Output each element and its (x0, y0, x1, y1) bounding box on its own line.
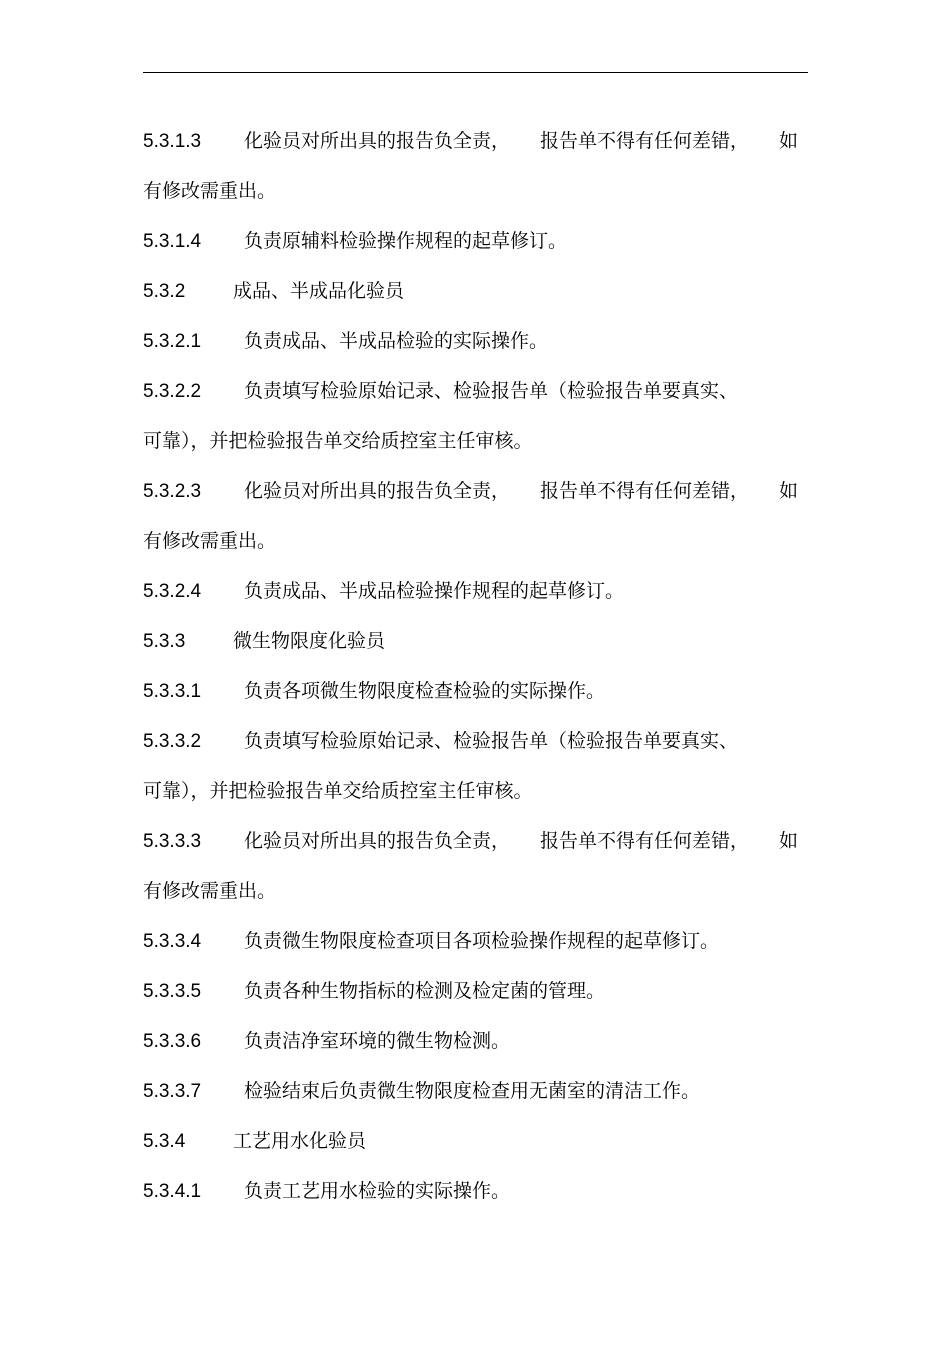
clause-5-3-4-1 (143, 1166, 843, 1216)
clause-text: 报告单不得有任何差错， (540, 830, 750, 852)
section-title: 微生物限度化验员 (233, 630, 386, 652)
clause-text: 报告单不得有任何差错， (540, 130, 750, 152)
section-5-3-2 (143, 266, 843, 316)
clause-number: 5.3.2.2 (143, 381, 202, 402)
clause-text: 负责工艺用水检验的实际操作。 (244, 1180, 511, 1202)
clause-text: 负责各种生物指标的检测及检定菌的管理。 (244, 980, 606, 1002)
section-number: 5.3.2 (143, 281, 186, 302)
clause-5-3-3-4 (143, 916, 843, 966)
clause-text: 负责微生物限度检查项目各项检验操作规程的起草修订。 (244, 930, 720, 952)
clause-5-3-2-2 (143, 366, 843, 416)
clause-5-3-3-1 (143, 666, 843, 716)
section-title: 成品、半成品化验员 (233, 280, 405, 302)
clause-5-3-1-3 (143, 116, 843, 166)
clause-number: 5.3.4.1 (143, 1181, 202, 1202)
clause-text: 检验结束后负责微生物限度检查用无菌室的清洁工作。 (244, 1080, 701, 1102)
clause-number: 5.3.3.6 (143, 1031, 202, 1052)
clause-text: 负责各项微生物限度检查检验的实际操作。 (244, 680, 606, 702)
clause-text: 可靠），并把检验报告单交给质控室主任审核。 (143, 780, 533, 802)
section-number: 5.3.4 (143, 1131, 186, 1152)
clause-number: 5.3.3.5 (143, 981, 202, 1002)
continuation-line (143, 866, 843, 916)
clause-text: 负责成品、半成品检验操作规程的起草修订。 (244, 580, 625, 602)
clause-text: 负责填写检验原始记录、检验报告单（检验报告单要真实、 (244, 380, 739, 402)
clause-5-3-1-4 (143, 216, 843, 266)
clause-number: 5.3.3.1 (143, 681, 202, 702)
clause-text: 有修改需重出。 (143, 880, 277, 902)
clause-text: 报告单不得有任何差错， (540, 480, 750, 502)
clause-text: 负责原辅料检验操作规程的起草修订。 (244, 230, 568, 252)
clause-number: 5.3.3.7 (143, 1081, 202, 1102)
section-5-3-4 (143, 1116, 843, 1166)
clause-text: 可靠），并把检验报告单交给质控室主任审核。 (143, 430, 533, 452)
clause-text: 负责填写检验原始记录、检验报告单（检验报告单要真实、 (244, 730, 739, 752)
continuation-line (143, 766, 843, 816)
section-number: 5.3.3 (143, 631, 186, 652)
clause-number: 5.3.2.1 (143, 331, 202, 352)
clause-5-3-2-3 (143, 466, 843, 516)
section-5-3-3 (143, 616, 843, 666)
clause-5-3-2-1 (143, 316, 843, 366)
continuation-line (143, 166, 843, 216)
clause-5-3-3-2 (143, 716, 843, 766)
clause-text: 如 (779, 130, 799, 152)
clause-number: 5.3.3.3 (143, 831, 202, 852)
clause-number: 5.3.3.4 (143, 931, 202, 952)
clause-text: 负责成品、半成品检验的实际操作。 (244, 330, 549, 352)
clause-text: 有修改需重出。 (143, 530, 277, 552)
clause-text: 化验员对所出具的报告负全责， (244, 830, 511, 852)
clause-text: 负责洁净室环境的微生物检测。 (244, 1030, 511, 1052)
clause-5-3-3-7 (143, 1066, 843, 1116)
clause-5-3-2-4 (143, 566, 843, 616)
clause-5-3-3-6 (143, 1016, 843, 1066)
clause-number: 5.3.1.4 (143, 231, 202, 252)
clause-text: 有修改需重出。 (143, 180, 277, 202)
clause-number: 5.3.3.2 (143, 731, 202, 752)
clause-number: 5.3.2.3 (143, 481, 202, 502)
continuation-line (143, 516, 843, 566)
clause-5-3-3-3 (143, 816, 843, 866)
clause-text: 化验员对所出具的报告负全责， (244, 480, 511, 502)
section-title: 工艺用水化验员 (233, 1130, 367, 1152)
header-rule (143, 72, 808, 73)
clause-5-3-3-5 (143, 966, 843, 1016)
clause-text: 如 (779, 830, 799, 852)
clause-number: 5.3.2.4 (143, 581, 202, 602)
continuation-line (143, 416, 843, 466)
clause-text: 如 (779, 480, 799, 502)
document-body (143, 116, 843, 1216)
clause-text: 化验员对所出具的报告负全责， (244, 130, 511, 152)
clause-number: 5.3.1.3 (143, 131, 202, 152)
